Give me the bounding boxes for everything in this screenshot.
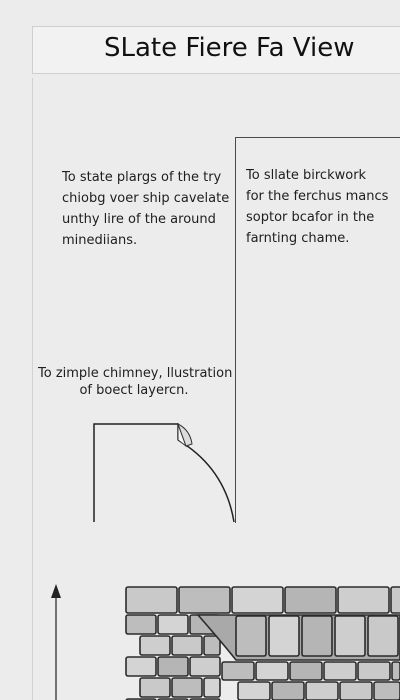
left-note-line: unthy lire of the around xyxy=(62,212,216,227)
brick xyxy=(179,587,230,613)
brick xyxy=(126,615,156,634)
brick xyxy=(126,657,156,676)
brick xyxy=(140,678,170,697)
brick xyxy=(272,682,304,700)
right-note-line: soptor bcafor in the xyxy=(246,210,375,225)
left-note-line: chiobg voer ship cavelate xyxy=(62,191,230,206)
brick xyxy=(204,678,220,697)
brick xyxy=(238,682,270,700)
chimney-profile xyxy=(94,424,234,522)
brick xyxy=(232,587,283,613)
brick xyxy=(140,636,170,655)
brick xyxy=(338,587,389,613)
right-note-line: To sllate birckwork xyxy=(246,168,367,183)
right-note-line: farnting chame. xyxy=(246,231,350,246)
brick xyxy=(256,662,288,680)
left-note-line: To state plargs of the try xyxy=(62,170,222,185)
brick xyxy=(285,587,336,613)
arch-brick xyxy=(368,616,398,656)
brick xyxy=(126,587,177,613)
brick xyxy=(190,657,220,676)
caption-line: of boect layercn. xyxy=(79,383,189,398)
brick xyxy=(158,657,188,676)
brick xyxy=(358,662,390,680)
arch-brick xyxy=(269,616,299,656)
arch-brick xyxy=(236,616,266,656)
brick xyxy=(290,662,322,680)
left-note-line: minediians. xyxy=(62,233,138,248)
brick xyxy=(340,682,372,700)
arch-brick xyxy=(335,616,365,656)
height-arrow xyxy=(51,584,61,700)
brick xyxy=(324,662,356,680)
brick xyxy=(374,682,400,700)
brick xyxy=(172,636,202,655)
brick xyxy=(306,682,338,700)
brick xyxy=(391,587,400,613)
brick xyxy=(392,662,400,680)
caption-line: To zimple chimney, llustration xyxy=(38,366,233,381)
page-title: SLate Fiere Fa View xyxy=(104,33,355,63)
brick xyxy=(158,615,188,634)
brick-fireplace xyxy=(126,587,400,700)
brick xyxy=(222,662,254,680)
brick xyxy=(172,678,202,697)
arch-brick xyxy=(302,616,332,656)
right-note-line: for the ferchus mancs xyxy=(246,189,389,204)
